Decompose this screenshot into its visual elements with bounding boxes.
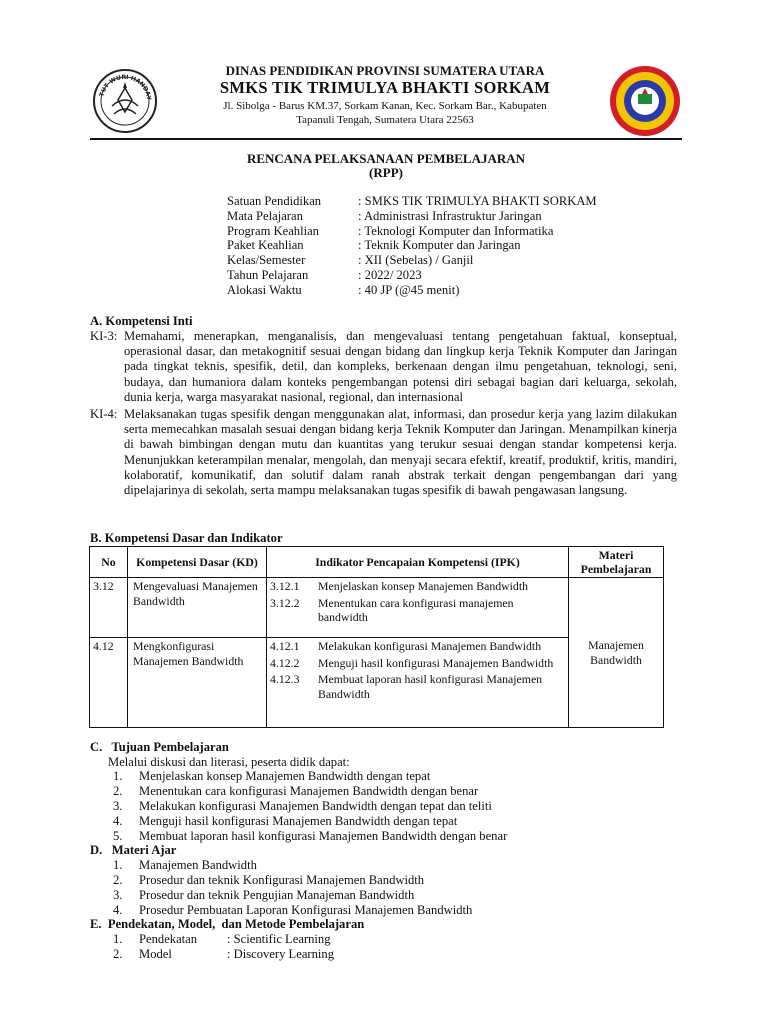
material-text: Prosedur dan teknik Konfigurasi Manajemen Bandwidth: [139, 873, 425, 887]
col-header-materi: Materi Pembelajaran: [569, 547, 664, 578]
svg-text:TUT WURI HANDAYANI: TUT WURI HANDAY: [98, 73, 152, 100]
document-title: RENCANA PELAKSANAAN PEMBELAJARAN: [246, 151, 526, 166]
ipk-cell: [267, 578, 569, 638]
section-c-heading: C. Tujuan Pembelajaran: [90, 740, 229, 754]
table-row: [90, 578, 664, 638]
ipk-text: Melakukan konfigurasi Manajemen Bandwidth: [318, 639, 542, 653]
section-e-heading: E. Pendekatan, Model, dan Metode Pembelajaran: [90, 917, 365, 931]
list-item: 1. Menjelaskan konsep Manajemen Bandwidth dengan tepat: [113, 769, 431, 783]
agency-name: DINAS PENDIDIKAN PROVINSI SUMATERA UTARA: [225, 63, 545, 78]
identity-row: [227, 238, 667, 253]
kd-text: Mengevaluasi Manajemen Bandwidth: [128, 578, 267, 638]
ipk-number: 4.12.3: [270, 672, 300, 686]
section-c-intro: Melalui diskusi dan literasi, peserta didik dapat:: [108, 755, 350, 769]
list-item: 2. Prosedur dan teknik Konfigurasi Manajemen Bandwidth: [113, 873, 425, 887]
identity-value: : Teknik Komputer dan Jaringan: [358, 238, 521, 253]
material-text: Manajemen Bandwidth: [139, 858, 257, 872]
list-item: 4. Menguji hasil konfigurasi Manajemen Bandwidth dengan tepat: [113, 814, 458, 828]
materi-cell: Manajemen Bandwidth: [569, 578, 664, 728]
identity-block: [227, 194, 667, 298]
ki3-label: KI-3:: [90, 329, 118, 343]
kd-no: 4.12: [90, 638, 128, 728]
ipk-text: Menentukan cara konfigurasi manajemen bandwidth: [318, 595, 514, 624]
ki3-text: Memahami, menerapkan, menganalisis, dan mengevaluasi tentang pengetahuan faktual, konseptual, operasional dasar, dan metakognitif sesuai dengan bidang dan lingkup kerja Teknik Komputer dan Jaringan pada tingkat teknis, spesifik, detil, dan kompleks, berkenaan dengan ilmu pengetahuan, teknologi, seni, budaya, dan humaniora dalam konteks pengembangan potensi diri sebagai bagian dari keluarga, sekolah, dunia kerja, warga masyarakat nasional, regional, dan internasional: [124, 329, 677, 404]
identity-value: : 40 JP (@45 menit): [358, 282, 460, 297]
col-header-no: No: [90, 547, 128, 578]
identity-row: [227, 268, 667, 283]
ipk-number: 3.12.1: [270, 579, 300, 593]
identity-value: : Teknologi Komputer dan Informatika: [358, 223, 554, 238]
list-item: 1. Manajemen Bandwidth: [113, 858, 257, 872]
list-item: 2. Model : Discovery Learning: [113, 947, 335, 961]
identity-label: Program Keahlian: [227, 223, 319, 238]
right-logo-school-emblem: [608, 64, 682, 138]
identity-row: [227, 224, 667, 239]
ipk-number: 3.12.2: [270, 595, 300, 610]
document-subtitle: (RPP): [369, 165, 403, 180]
identity-label: Satuan Pendidikan: [227, 194, 322, 208]
identity-row: [227, 209, 667, 224]
ki4-label: KI-4:: [90, 407, 118, 421]
identity-value: : SMKS TIK TRIMULYA BHAKTI SORKAM: [358, 194, 597, 208]
approach-value: : Discovery Learning: [227, 947, 335, 961]
list-item: 2. Menentukan cara konfigurasi Manajemen Bandwidth dengan benar: [113, 784, 479, 798]
ipk-text: Menjelaskan konsep Manajemen Bandwidth: [318, 579, 528, 593]
identity-label: Tahun Pelajaran: [227, 267, 309, 282]
identity-value: : 2022/ 2023: [358, 267, 422, 282]
identity-row: [227, 194, 667, 209]
ipk-item: [270, 639, 565, 654]
ipk-cell: [267, 638, 569, 728]
header-divider: [90, 138, 682, 140]
ipk-number: 4.12.2: [270, 655, 300, 670]
kd-text: Mengkonfigurasi Manajemen Bandwidth: [128, 638, 267, 728]
identity-value: : XII (Sebelas) / Ganjil: [358, 253, 474, 268]
material-text: Prosedur dan teknik Pengujian Manajeman Bandwidth: [139, 888, 415, 902]
identity-label: Alokasi Waktu: [227, 282, 302, 297]
identity-label: Kelas/Semester: [227, 253, 306, 268]
col-header-kd: Kompetensi Dasar (KD): [128, 547, 267, 578]
ipk-item: [270, 579, 565, 594]
address-line-2: Tapanuli Tengah, Sumatera Utara 22563: [296, 114, 474, 126]
objective-text: Menguji hasil konfigurasi Manajemen Bandwidth dengan tepat: [139, 814, 458, 828]
ipk-item: [270, 656, 565, 671]
ki4-text: Melaksanakan tugas spesifik dengan menggunakan alat, informasi, dan prosedur kerja yang lazim dilakukan serta memecahkan masalah sesuai dengan bidang kerja Teknik Komputer dan Jaringan. Menampilkan kinerja di bawah bimbingan dengan mutu dan kuantitas yang terukur sesuai dengan standar kompetensi kerja. Menunjukkan keterampilan menalar, mengolah, dan menyaji secara efektif, kreatif, produktif, kritis, mandiri, kolaboratif, komunikatif, dan solutif dalam ranah abstrak terkait dengan pengembangan dari yang dipelajarinya di sekolah, serta mampu melaksanakan tugas spesifik di bawah pengawasan langsung.: [124, 407, 677, 498]
approach-label: Model: [139, 947, 172, 961]
section-d-heading: D. Materi Ajar: [90, 843, 177, 857]
approach-label: Pendekatan: [139, 932, 198, 946]
objective-text: Melakukan konfigurasi Manajemen Bandwidth dengan tepat dan teliti: [139, 799, 492, 813]
kd-no: 3.12: [90, 578, 128, 638]
list-item: 3. Prosedur dan teknik Pengujian Manajeman Bandwidth: [113, 888, 415, 902]
ipk-text: Menguji hasil konfigurasi Manajemen Bandwidth: [318, 655, 554, 670]
list-item: 4. Prosedur Pembuatan Laporan Konfigurasi Manajemen Bandwidth: [113, 903, 473, 917]
identity-row: [227, 283, 667, 298]
left-logo-tut-wuri-handayani: [92, 68, 158, 134]
objective-text: Membuat laporan hasil konfigurasi Manajemen Bandwidth dengan benar: [139, 829, 508, 843]
identity-row: [227, 253, 667, 268]
identity-value: : Administrasi Infrastruktur Jaringan: [358, 208, 542, 223]
col-header-ipk: Indikator Pencapaian Kompetensi (IPK): [267, 547, 569, 578]
materials-list: [113, 858, 472, 918]
list-item: 1. Pendekatan : Scientific Learning: [113, 932, 331, 946]
section-a-heading: A. Kompetensi Inti: [90, 314, 193, 328]
list-item: 5. Membuat laporan hasil konfigurasi Manajemen Bandwidth dengan benar: [113, 829, 508, 843]
table-header-row: [90, 547, 664, 578]
list-item: 3. Melakukan konfigurasi Manajemen Bandwidth dengan tepat dan teliti: [113, 799, 492, 813]
material-text: Prosedur Pembuatan Laporan Konfigurasi Manajemen Bandwidth: [139, 903, 473, 917]
ipk-item: [270, 672, 565, 701]
address-line-1: Jl. Sibolga - Barus KM.37, Sorkam Kanan, Kec. Sorkam Bar., Kabupaten: [223, 100, 547, 112]
ipk-number: 4.12.1: [270, 639, 300, 653]
objective-text: Menentukan cara konfigurasi Manajemen Bandwidth dengan benar: [139, 784, 479, 798]
school-name: SMKS TIK TRIMULYA BHAKTI SORKAM: [219, 78, 551, 97]
ipk-item: [270, 596, 565, 625]
competency-table: [89, 546, 664, 728]
objective-text: Menjelaskan konsep Manajemen Bandwidth dengan tepat: [139, 769, 431, 783]
approach-value: : Scientific Learning: [227, 932, 331, 946]
ipk-text: Membuat laporan hasil konfigurasi Manajemen Bandwidth: [318, 672, 543, 701]
approach-list: [113, 932, 334, 962]
objectives-list: [113, 769, 507, 844]
section-b-heading: B. Kompetensi Dasar dan Indikator: [90, 531, 283, 545]
identity-label: Paket Keahlian: [227, 238, 304, 253]
identity-label: Mata Pelajaran: [227, 208, 303, 223]
